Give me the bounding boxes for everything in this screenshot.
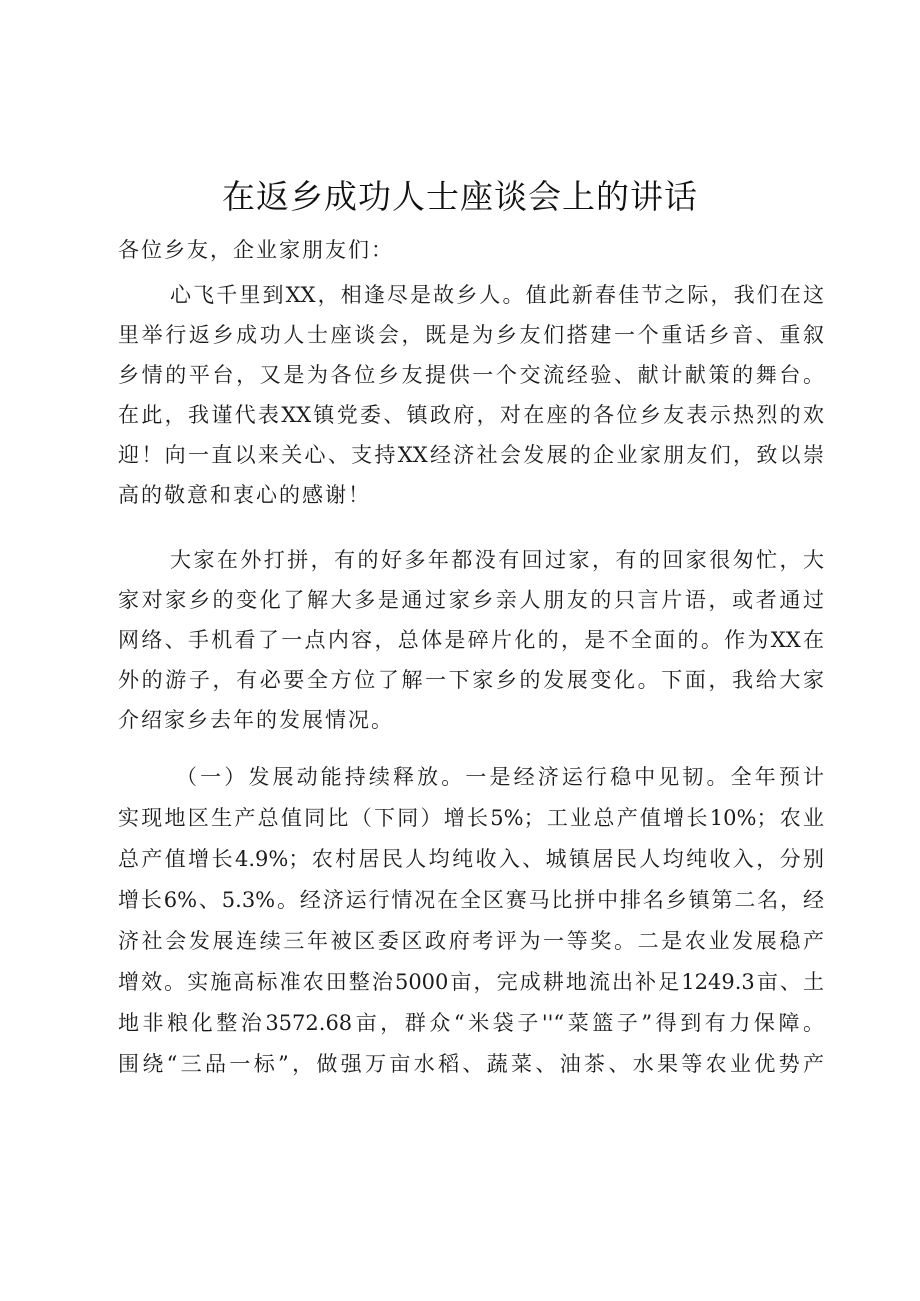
paragraph-line: 增效。实施高标准农田整治5000亩，完成耕地流出补足1249.3亩、土 [118, 970, 824, 994]
paragraph-line: 里举行返乡成功人士座谈会，既是为乡友们搭建一个重话乡音、重叙 [118, 323, 824, 347]
paragraph-line: （一）发展动能持续释放。一是经济运行稳中见韧。全年预计 [176, 765, 824, 789]
paragraph-line: 济社会发展连续三年被区委区政府考评为一等奖。二是农业发展稳产 [118, 929, 824, 953]
paragraph-line: 迎！向一直以来关心、支持XX经济社会发展的企业家朋友们，致以崇 [118, 443, 824, 467]
paragraph-line: 介绍家乡去年的发展情况。 [118, 708, 394, 732]
greeting-line: 各位乡友，企业家朋友们： [118, 238, 394, 262]
paragraph-line: 总产值增长4.9%；农村居民人均纯收入、城镇居民人均纯收入，分别 [118, 847, 824, 871]
paragraph-line: 围绕“三品一标”，做强万亩水稻、蔬菜、油茶、水果等农业优势产 [118, 1052, 824, 1076]
paragraph-line: 大家在外打拼，有的好多年都没有回过家，有的回家很匆忙，大 [170, 548, 824, 572]
paragraph-line: 在此，我谨代表XX镇党委、镇政府，对在座的各位乡友表示热烈的欢 [118, 403, 824, 427]
paragraph-line: 地非粮化整治3572.68亩，群众“米袋子''“菜篮子”得到有力保障。 [118, 1011, 824, 1035]
paragraph-welcome [118, 275, 824, 515]
paragraph-line: 网络、手机看了一点内容，总体是碎片化的，是不全面的。作为XX在 [118, 628, 824, 652]
paragraph-line: 高的敬意和衷心的感谢！ [118, 483, 371, 507]
paragraph-line: 实现地区生产总值同比（下同）增长5%；工业总产值增长10%；农业 [118, 806, 824, 830]
paragraph-line: 外的游子，有必要全方位了解一下家乡的发展变化。下面，我给大家 [118, 668, 824, 692]
paragraph-line: 增长6%、5.3%。经济运行情况在全区赛马比拼中排名乡镇第二名，经 [118, 888, 824, 912]
paragraph-line: 家对家乡的变化了解大多是通过家乡亲人朋友的只言片语，或者通过 [118, 588, 824, 612]
paragraph-introduction [118, 540, 824, 740]
paragraph-development [118, 757, 824, 1167]
paragraph-line: 心飞千里到XX，相逢尽是故乡人。值此新春佳节之际，我们在这 [170, 283, 824, 307]
document-title: 在返乡成功人士座谈会上的讲话 [222, 177, 698, 216]
paragraph-line: 乡情的平台，又是为各位乡友提供一个交流经验、献计献策的舞台。 [118, 363, 824, 387]
